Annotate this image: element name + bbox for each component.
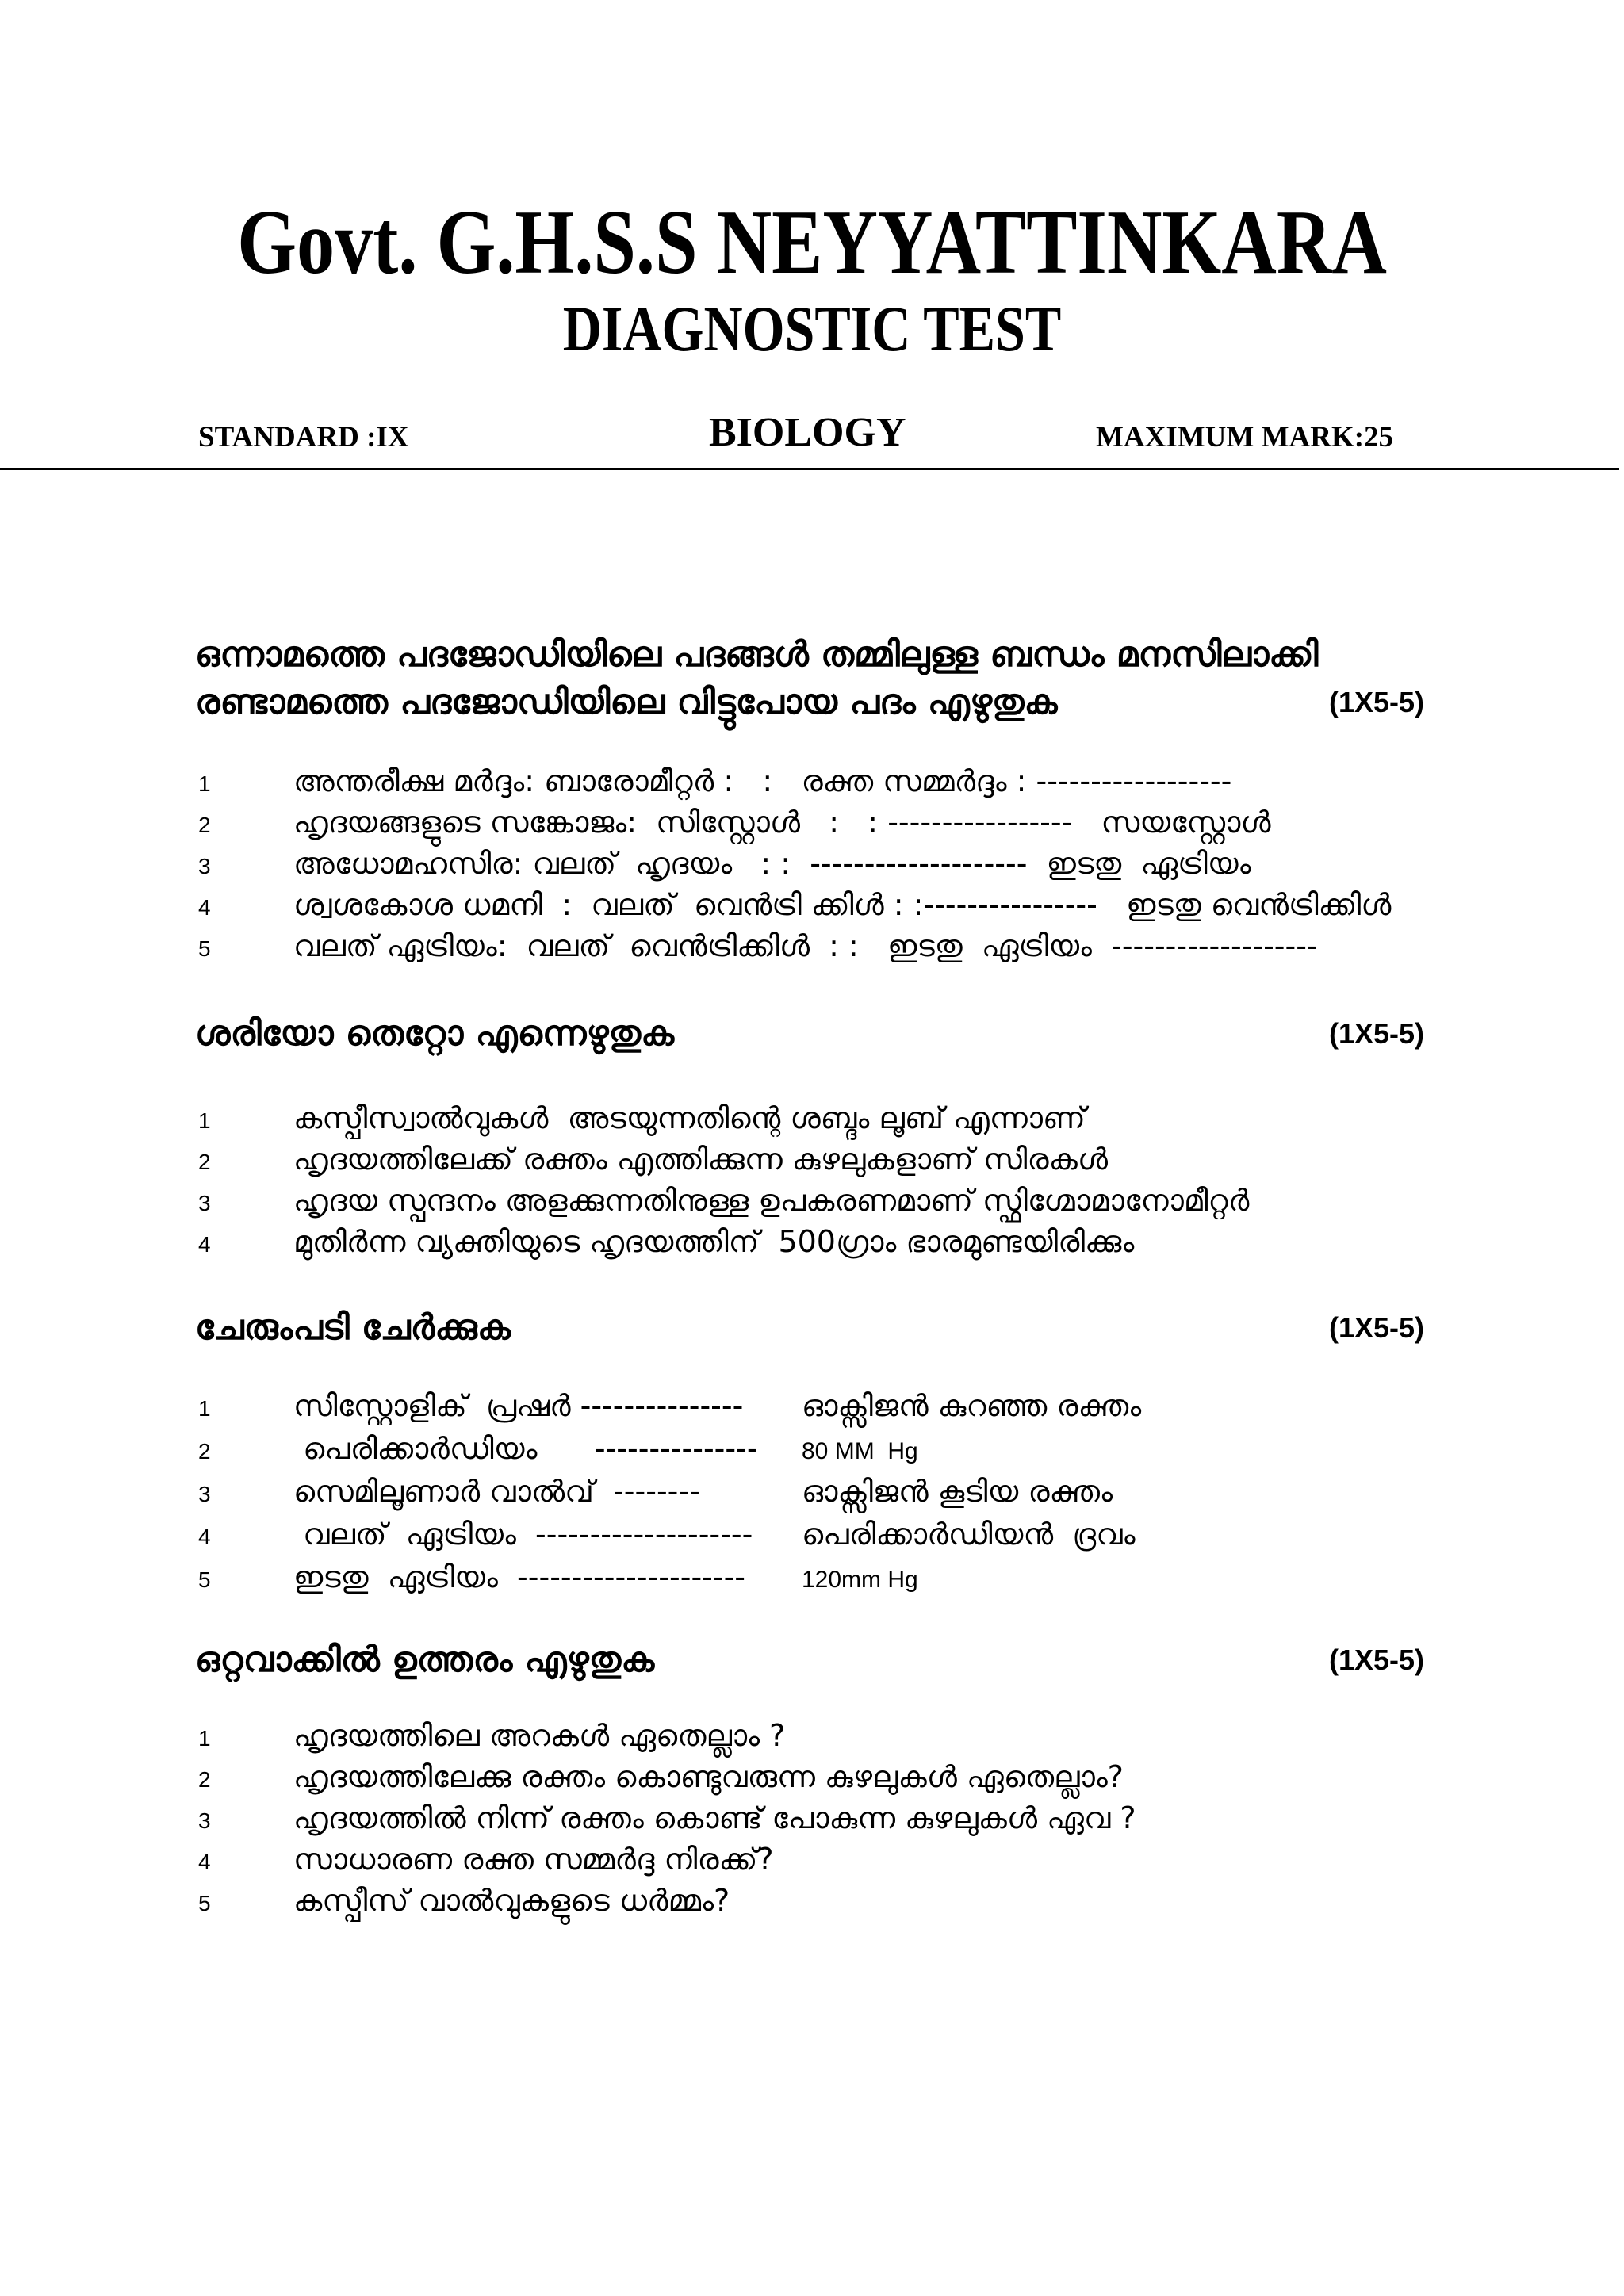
question-item <box>0 1799 1624 1840</box>
section-heading <box>0 1010 1624 1058</box>
question-number: 2 <box>198 813 211 837</box>
section-match-the-following <box>0 1304 1624 1600</box>
match-right: 120mm Hg <box>802 1567 918 1593</box>
question-list <box>0 1716 1624 1923</box>
question-item <box>0 1758 1624 1799</box>
section-marks: (1X5-5) <box>1328 1644 1424 1676</box>
section-marks: (1X5-5) <box>1328 1017 1424 1050</box>
match-left: സെമിലൂണാർ വാൽവ് -------- <box>293 1474 700 1509</box>
question-item <box>0 844 1624 886</box>
section-word-pairs <box>0 631 1624 968</box>
question-text: ഹൃദയ സ്പന്ദനം അളക്കുന്നതിനുള്ള ഉപകരണമാണ് സ്ഫിഗ്മോമാനോമീറ്റർ <box>293 1183 1250 1218</box>
question-number: 4 <box>198 895 211 920</box>
question-item <box>0 1716 1624 1758</box>
question-item <box>0 1140 1624 1181</box>
question-number: 3 <box>198 1482 211 1506</box>
instruction-line: രണ്ടാമത്തെ പദജോഡിയിലെ വിട്ടുപോയ പദം എഴുതുക <box>195 682 1058 722</box>
question-number: 1 <box>198 771 211 796</box>
question-text: ഹൃദയത്തിലേക്ക് രക്തം എത്തിക്കുന്ന കുഴലുകളാണ് സിരകൾ <box>293 1142 1109 1177</box>
instruction-line: ശരിയോ തെറ്റോ എന്നെഴുതുക <box>195 1013 675 1054</box>
question-text: കസ്പീസ് വാൽവുകളുടെ ധർമ്മം? <box>293 1883 730 1918</box>
question-text: ഹൃദയത്തിലേക്കു രക്തം കൊണ്ടുവരുന്ന കുഴലുകൾ ഏതെല്ലാം? <box>293 1759 1124 1794</box>
question-text: വലത് ഏട്രിയം: വലത് വെൻട്രിക്കിൾ : : ഇടതു ഏട്രിയം ------------------- <box>293 928 1318 963</box>
header-divider <box>0 468 1619 470</box>
question-item <box>0 1181 1624 1223</box>
question-list <box>0 762 1624 968</box>
instruction-line: ഒറ്റവാക്കിൽ ഉത്തരം എഴുതുക <box>195 1640 655 1680</box>
question-item <box>0 1099 1624 1140</box>
question-number: 1 <box>198 1108 211 1133</box>
question-text: കസ്പീസ്വാൽവുകൾ അടയുന്നതിന്റെ ശബ്ദം ലൂബ് എന്നാണ് <box>293 1100 1086 1135</box>
question-text: മുതിർന്ന വ്യക്തിയുടെ ഹൃദയത്തിന് 500ഗ്രാം ഭാരമുണ്ടയിരിക്കും <box>293 1224 1135 1259</box>
match-item <box>0 1429 1624 1471</box>
question-number: 5 <box>198 1567 211 1592</box>
maximum-mark-label: MAXIMUM MARK:25 <box>1096 421 1394 453</box>
match-item <box>0 1514 1624 1557</box>
question-number: 3 <box>198 1808 211 1833</box>
match-list <box>0 1386 1624 1600</box>
question-number: 5 <box>198 936 211 961</box>
section-marks: (1X5-5) <box>1328 1311 1424 1344</box>
question-number: 3 <box>198 1191 211 1215</box>
match-left: പെരിക്കാർഡിയം --------------- <box>293 1431 758 1466</box>
question-number: 2 <box>198 1767 211 1792</box>
match-left: സിസ്റ്റോളിക് പ്രഷർ --------------- <box>293 1388 744 1423</box>
question-item <box>0 886 1624 927</box>
question-list <box>0 1099 1624 1264</box>
section-heading <box>0 631 1624 726</box>
question-item <box>0 762 1624 803</box>
match-left: വലത് ഏട്രിയം -------------------- <box>293 1517 753 1552</box>
question-number: 2 <box>198 1150 211 1174</box>
match-right: ഓക്സിജൻ കൂടിയ രക്തം <box>802 1474 1113 1509</box>
match-item <box>0 1471 1624 1514</box>
question-number: 4 <box>198 1232 211 1257</box>
test-title: DIAGNOSTIC TEST <box>562 293 1062 365</box>
question-number: 4 <box>198 1525 211 1549</box>
question-item <box>0 1840 1624 1881</box>
instruction-line: ചേരുംപടി ചേർക്കുക <box>195 1307 511 1348</box>
question-number: 1 <box>198 1726 211 1751</box>
question-number: 1 <box>198 1396 211 1421</box>
question-number: 3 <box>198 854 211 878</box>
question-text: ശ്വശകോശ ധമനി : വലത് വെൻട്രി ക്കിൾ : :---------------- ഇടതു വെൻട്രിക്കിൾ <box>293 887 1392 922</box>
section-heading <box>0 1304 1624 1352</box>
question-item <box>0 803 1624 844</box>
instruction-line: ഒന്നാമത്തെ പദജോഡിയിലെ പദങ്ങൾ തമ്മിലുള്ള ബന്ധം മനസിലാക്കി <box>195 634 1319 675</box>
section-marks: (1X5-5) <box>1328 686 1424 718</box>
subject-label: BIOLOGY <box>709 410 906 455</box>
question-text: ഹൃദയത്തിൽ നിന്ന് രക്തം കൊണ്ട് പോകുന്ന കുഴലുകൾ ഏവ ? <box>293 1800 1136 1835</box>
question-item <box>0 1223 1624 1264</box>
question-text: ഹൃദയങ്ങളുടെ സങ്കോജം: സിസ്റ്റോൾ : : ----------------- സയസ്റ്റോൾ <box>293 805 1271 840</box>
section-one-word-answer <box>0 1636 1624 1923</box>
question-text: ഹൃദയത്തിലെ അറകൾ ഏതെല്ലാം ? <box>293 1718 786 1753</box>
school-name: Govt. G.H.S.S NEYYATTINKARA <box>237 192 1387 293</box>
question-text: അധോമഹസിര: വലത് ഹൃദയം : : -------------------- ഇടതു ഏട്രിയം <box>293 846 1251 881</box>
match-right: 80 MM Hg <box>802 1438 918 1464</box>
question-item <box>0 927 1624 968</box>
question-text: സാധാരണ രക്ത സമ്മർദ്ദ നിരക്ക്? <box>293 1842 774 1877</box>
question-number: 4 <box>198 1850 211 1874</box>
match-item <box>0 1386 1624 1429</box>
question-text: അന്തരീക്ഷ മർദ്ദം: ബാരോമീറ്റർ : : രക്ത സമ്മർദ്ദം : ------------------ <box>293 763 1232 798</box>
question-number: 2 <box>198 1439 211 1464</box>
question-item <box>0 1881 1624 1923</box>
section-true-false <box>0 1010 1624 1264</box>
question-number: 5 <box>198 1891 211 1915</box>
standard-label: STANDARD :IX <box>198 421 409 453</box>
match-right: ഓക്സിജൻ കുറഞ്ഞ രക്തം <box>802 1388 1142 1423</box>
question-sections <box>0 631 1624 1923</box>
section-heading <box>0 1636 1624 1684</box>
match-item <box>0 1557 1624 1600</box>
match-left: ഇടതു ഏട്രിയം --------------------- <box>293 1559 746 1594</box>
match-right: പെരിക്കാർഡിയൻ ദ്രവം <box>802 1517 1136 1552</box>
